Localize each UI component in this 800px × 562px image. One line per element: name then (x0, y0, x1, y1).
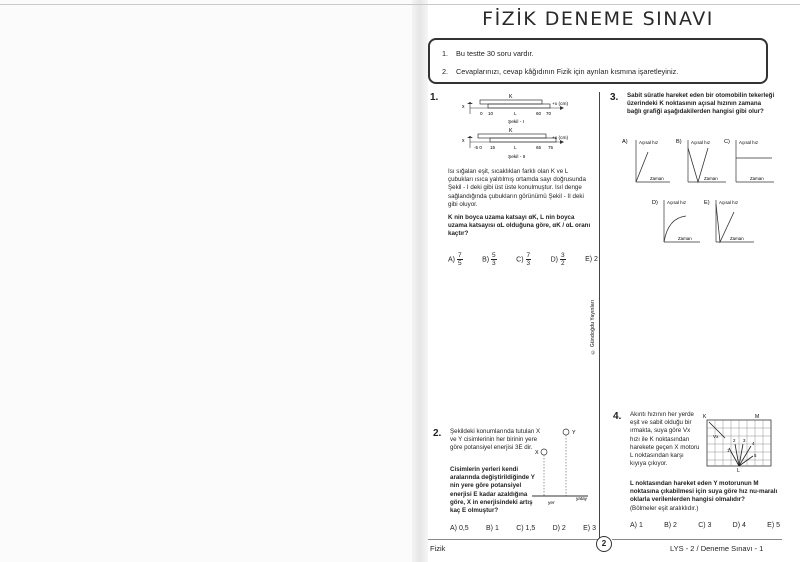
q2-text: Şekildeki konumlarında tutulan X ve Y cisimlerinin her birinin yere göre potansiyel enerjisi 3E dir. (450, 428, 541, 452)
fig1-rod-label: K (509, 94, 513, 100)
footer-subject: Fizik (430, 544, 446, 553)
instruction-text: Cevaplarınızı, cevap kâğıdının Fizik için ayrılan kısmına işaretleyiniz. (456, 67, 679, 76)
option-fraction (457, 252, 463, 267)
fig2-tick: 65 (536, 145, 542, 150)
graph-c[interactable] (724, 139, 774, 182)
graph-xlabel: Zaman (704, 176, 718, 181)
label-x: X (535, 450, 539, 456)
fig2-tick: L (514, 145, 517, 150)
arrow-2: 2 (733, 438, 736, 443)
option-label: B) (482, 256, 490, 264)
fig2-tick: 15 (490, 145, 496, 150)
q2-option-a[interactable]: A) 0,5 (450, 525, 469, 532)
arrow-3: 3 (743, 438, 746, 443)
option-label: C) (516, 256, 524, 264)
fraction-num: 7 (526, 252, 531, 259)
q1-option-a[interactable] (448, 252, 463, 268)
option-fraction (560, 252, 566, 267)
option-label: E) (585, 256, 593, 263)
q2-option-b[interactable]: B) 1 (486, 525, 499, 532)
graph-a[interactable] (622, 139, 670, 182)
rod-l-2 (490, 138, 556, 142)
fig2-axis-tick: x (462, 138, 465, 144)
option-label: A) (448, 256, 455, 264)
fig1-tick: 10 (488, 111, 494, 116)
arrow-4: 4 (752, 441, 755, 446)
point-l: L (737, 468, 740, 474)
graph-label: B) (676, 139, 682, 145)
fig1-tick: 70 (546, 111, 552, 116)
arrow-1: 1 (727, 448, 730, 453)
arrow-5: 5 (754, 453, 757, 458)
graph-label: D) (652, 200, 658, 206)
option-value: 2 (594, 256, 598, 263)
graph-label: A) (622, 139, 628, 145)
q4-options (630, 522, 780, 529)
fraction-den: 3 (526, 260, 531, 267)
q3-number: 3. (610, 92, 619, 103)
fig1-caption: Şekil - I (508, 120, 524, 125)
q2-question: Cisimlerin yerleri kendi aralarında değiştirildiğinde Y nin yere göre potansiyel enerjisi E kadar azaldığına göre, X in enerjisindeki artış kaç E olmuştur? (450, 466, 535, 515)
fig2-caption: Şekil - II (508, 155, 526, 160)
fig1-tick: 0 (480, 111, 483, 116)
instruction-item (442, 63, 754, 81)
graph-ylabel: Açısal hız (719, 200, 739, 205)
graph-ylabel: Açısal hız (739, 140, 759, 145)
graph-label: C) (724, 139, 730, 145)
page-title: FİZİK DENEME SINAVI (482, 8, 714, 30)
publisher-side-text: © Gündoğdu Yayınları (590, 300, 596, 355)
q2-options (450, 525, 596, 532)
page-number: 2 (596, 536, 612, 552)
q4-option-a[interactable]: A) 1 (630, 522, 643, 529)
point-m: M (755, 414, 760, 420)
q1-options (448, 252, 598, 268)
fraction-num: 5 (492, 252, 496, 259)
q4-option-b[interactable]: B) 2 (664, 522, 677, 529)
fig1-tick: L (514, 111, 517, 116)
page-gutter (412, 0, 428, 562)
top-edge-line (0, 4, 800, 5)
q1-figure (448, 92, 588, 164)
q2-option-e[interactable]: E) 3 (583, 525, 596, 532)
fig2-tick: -5 0 (474, 145, 482, 150)
footer-line-right (612, 539, 782, 540)
graph-xlabel: Zaman (730, 236, 744, 241)
q3-question: Sabit süratle hareket eden bir otomobilin tekerleği üzerindeki K noktasının açısal hızının zamana bağlı grafiği aşağıdakilerden hangisi gibi olur? (627, 92, 775, 116)
instruction-text: Bu testte 30 soru vardır. (456, 49, 534, 58)
footer-line-left (428, 539, 598, 540)
instruction-number: 2. (442, 67, 449, 76)
graph-ylabel: Açısal hız (667, 200, 687, 205)
plane-label: yatay (576, 496, 587, 501)
option-label: D) (550, 256, 559, 264)
q1-text: Isı sığaları eşit, sıcaklıkları farklı olan K ve L çubukları ısıca yalıtılmış ortamda sayı doğrusunda Şekil - I deki gibi üst üste konulmuştur. Isıl denge sağlandığında çubukların görünümü Şekil - II deki gibi oluyor. (448, 168, 586, 208)
fraction-den: 3 (492, 260, 496, 267)
fig1-axis-label: +x (cm) (552, 102, 569, 107)
instructions-box (428, 38, 768, 84)
instruction-number: 1. (442, 49, 449, 58)
fraction-num: 3 (560, 252, 565, 259)
q3-graphs (622, 134, 784, 250)
fig2-rod-label: K (509, 128, 513, 134)
q2-option-c[interactable]: C) 1,5 (516, 525, 536, 532)
q4-option-d[interactable]: D) 4 (732, 522, 746, 529)
object-y (563, 429, 569, 435)
vx-label: Vx (713, 434, 719, 439)
fig2-axis-label: +x (cm) (552, 136, 569, 141)
object-x (541, 449, 547, 455)
rod-k-1 (480, 100, 542, 104)
rod-l-1 (488, 104, 550, 108)
q1-option-e[interactable] (585, 252, 598, 268)
graph-xlabel: Zaman (650, 176, 664, 181)
q2-number: 2. (433, 428, 442, 439)
graph-label: E) (704, 200, 710, 206)
option-fraction (526, 252, 532, 267)
q4-option-c[interactable]: C) 3 (698, 522, 712, 529)
ground-label: yer (548, 501, 555, 506)
graph-ylabel: Açısal hız (639, 140, 659, 145)
q4-figure (701, 412, 777, 474)
q1-number: 1. (430, 92, 439, 103)
fig2-tick: 75 (548, 145, 554, 150)
point-k: K (703, 414, 707, 420)
fraction-den: 2 (560, 260, 565, 267)
q1-option-b[interactable] (482, 252, 497, 268)
fig1-axis-tick: x (462, 104, 465, 110)
graph-b[interactable] (676, 139, 726, 182)
q4-note: (Bölmeler eşit aralıklıdır.) (630, 505, 699, 512)
graph-e[interactable] (704, 200, 754, 242)
graph-xlabel: Zaman (750, 176, 764, 181)
instruction-item (442, 45, 754, 63)
q1-question: K nin boyca uzama katsayı αK, L nin boyca uzama katsayısı αL olduğuna göre, αK / αL oranı kaçtır? (448, 214, 591, 238)
rod-k-2 (478, 134, 546, 138)
graph-xlabel: Zaman (678, 236, 692, 241)
q4-number: 4. (613, 411, 622, 422)
fraction-den: 5 (457, 260, 462, 267)
q2-figure (530, 424, 600, 510)
q4-text: Akıntı hızının her yerde eşit ve sabit olduğu bir ırmakta, suya göre Vx hızı ile K noktasından harekete geçen X motoru L noktasından karşı kıyıya çıkıyor. (630, 411, 700, 468)
q4-question: L noktasından hareket eden Y motorunun M noktasına çıkabilmesi için suya göre hız nu-maralı oklarla verilenlerden hangisi olmalıdır? (630, 480, 778, 504)
q2-option-d[interactable]: D) 2 (552, 525, 566, 532)
fig1-tick: 60 (536, 111, 542, 116)
fraction-num: 7 (457, 252, 462, 259)
label-y: Y (572, 430, 576, 436)
q4-option-e[interactable]: E) 5 (767, 522, 780, 529)
graph-ylabel: Açısal hız (691, 140, 711, 145)
q1-option-c[interactable] (516, 252, 531, 268)
q1-option-d[interactable] (551, 252, 566, 268)
option-fraction (491, 252, 497, 267)
graph-d[interactable] (652, 200, 700, 242)
footer-exam-name: LYS - 2 / Deneme Sınavı - 1 (670, 544, 764, 553)
